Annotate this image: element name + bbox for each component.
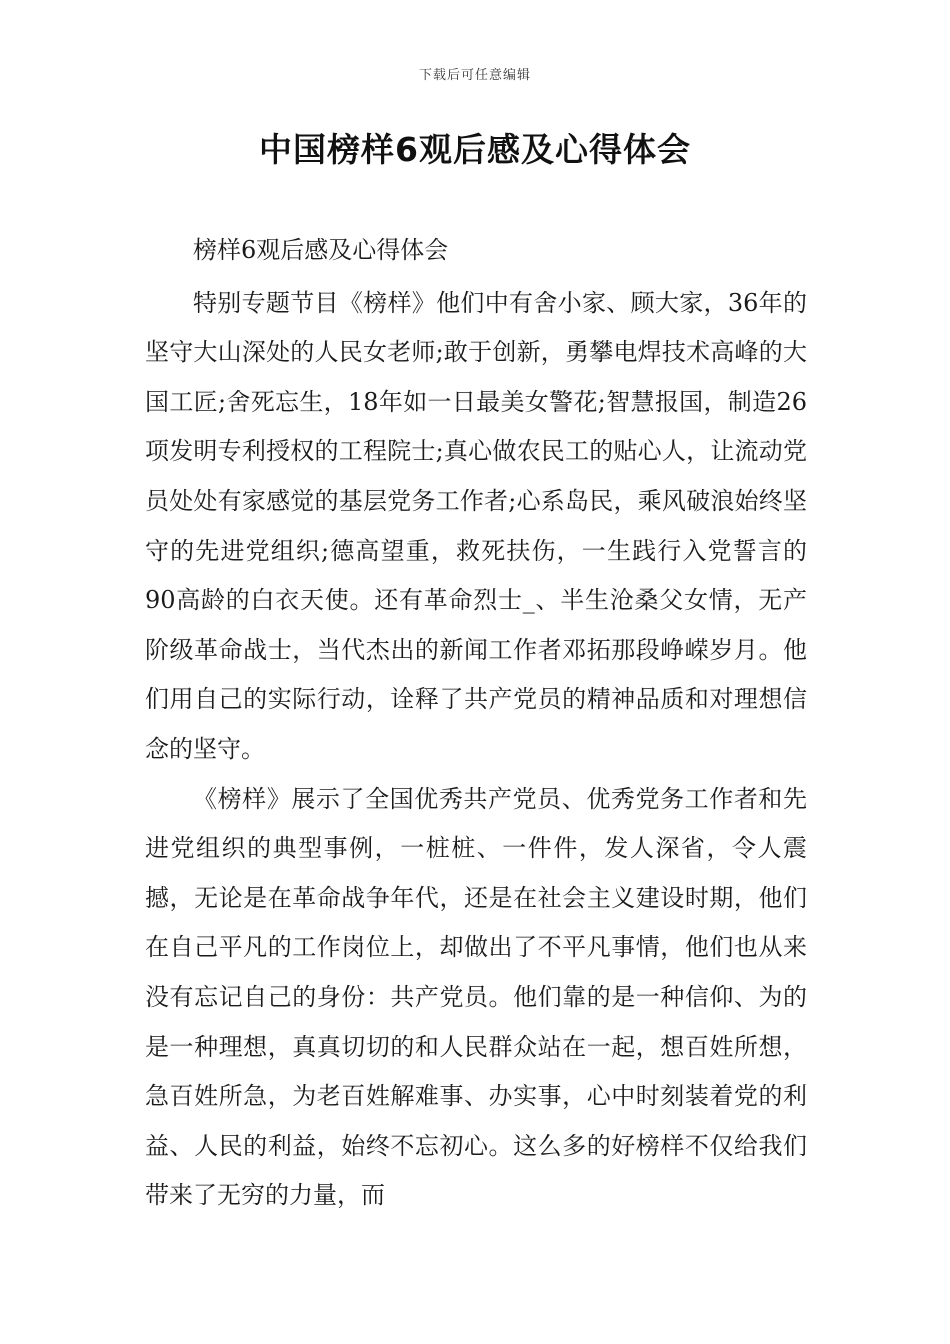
body-paragraph-1: 特别专题节目《榜样》他们中有舍小家、顾大家，36年的坚守大山深处的人民女老师;敢于创新，勇攀电焊技术高峰的大国工匠;舍死忘生，18年如一日最美女警花;智慧报国，制造26项发明专利授权的工程院士;真心做农民工的贴心人，让流动党员处处有家感觉的基层党务工作者;心系岛民，乘风破浪始终坚守的先进党组织;德高望重，救死扶伤，一生践行入党誓言的90高龄的白衣天使。还有革命烈士_、半生沧桑父女情，无产阶级革命战士，当代杰出的新闻工作者邓拓那段峥嵘岁月。他们用自己的实际行动，诠释了共产党员的精神品质和对理想信念的坚守。 <box>145 288 807 763</box>
document-body <box>145 226 807 1221</box>
page-header-note: 下载后可任意编辑 <box>418 68 531 83</box>
body-paragraph-2: 《榜样》展示了全国优秀共产党员、优秀党务工作者和先进党组织的典型事例，一桩桩、一件件，发人深省，令人震撼，无论是在革命战争年代，还是在社会主义建设时期，他们在自己平凡的工作岗位上，却做出了不平凡事情，他们也从来没有忘记自己的身份：共产党员。他们靠的是一种信仰、为的是一种理想，真真切切的和人民群众站在一起，想百姓所想，急百姓所急，为老百姓解难事、办实事，心中时刻装着党的利益、人民的利益，始终不忘初心。这么多的好榜样不仅给我们带来了无穷的力量，而 <box>145 784 807 1210</box>
body-subtitle: 榜样6观后感及心得体会 <box>193 236 449 264</box>
document-title: 中国榜样6观后感及心得体会 <box>259 130 691 169</box>
